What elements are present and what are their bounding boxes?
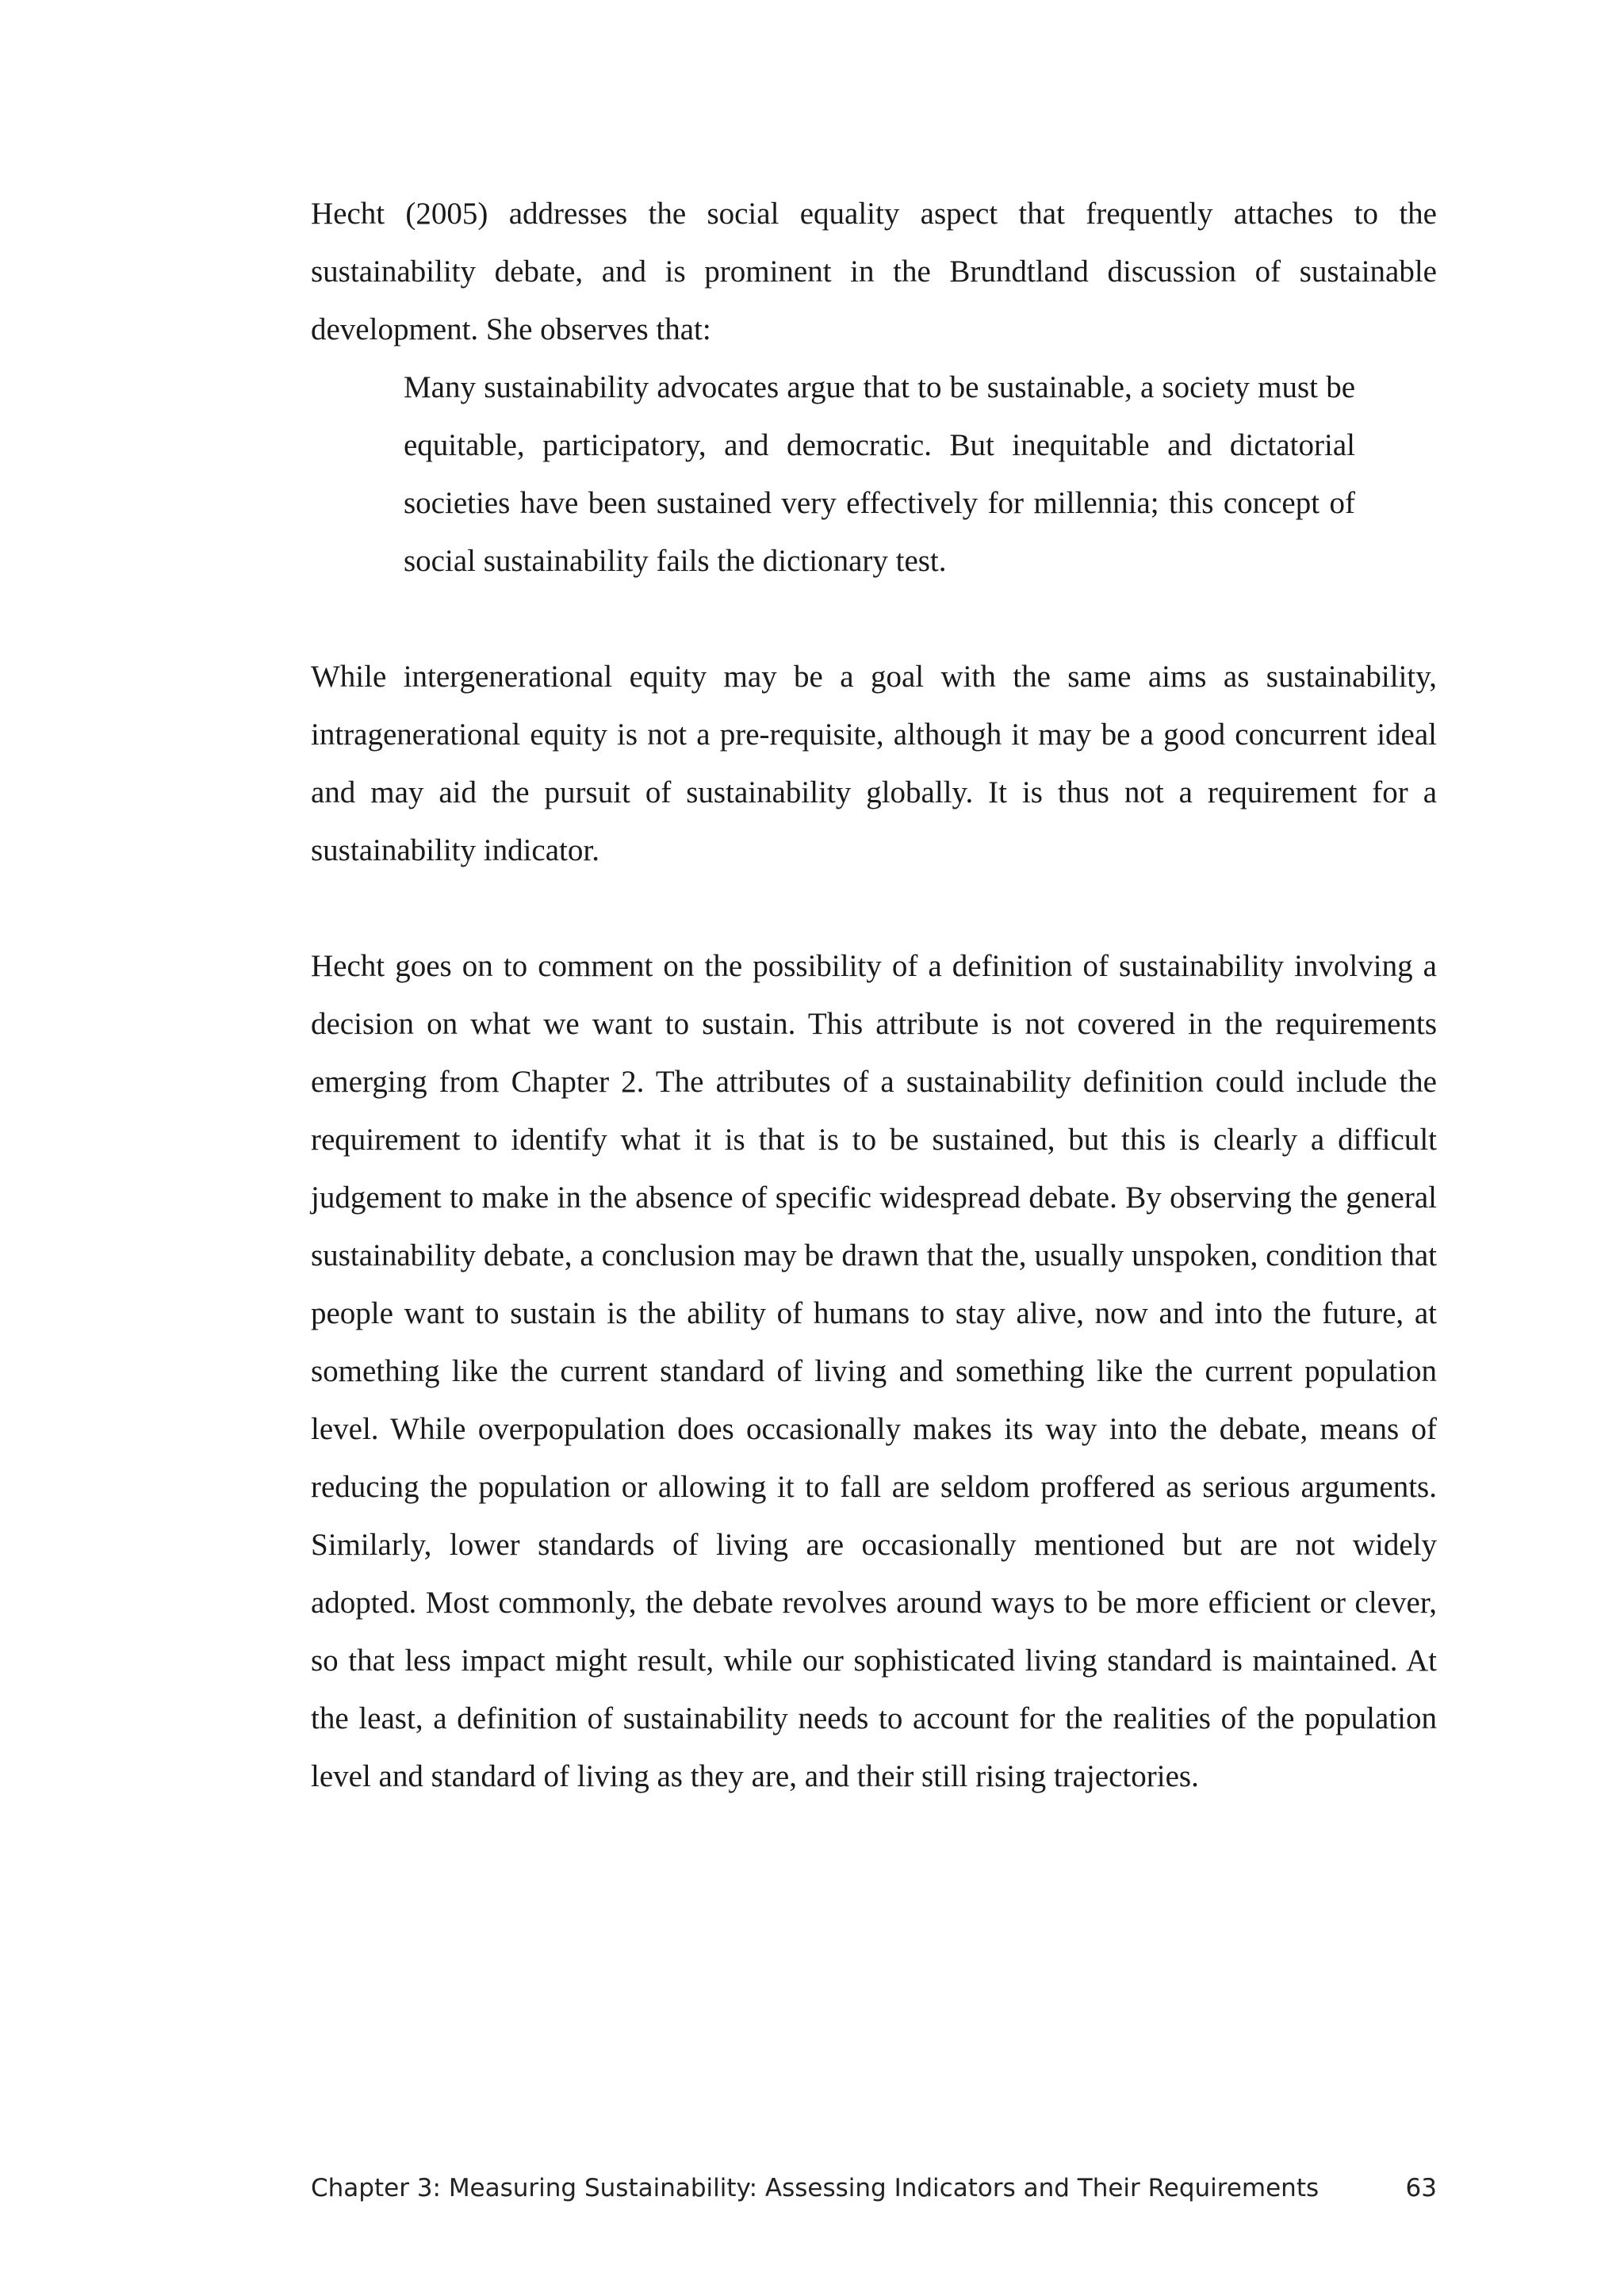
page-number: 63	[1405, 2174, 1437, 2202]
block-quote	[404, 358, 1355, 590]
page-footer	[311, 2168, 1437, 2208]
paragraph-equity: While intergenerational equity may be a goal with the same aims as sustainability, intragenerational equity is not a pre-requisite, although it may be a good concurrent ideal and may aid the pursuit of sustainability globally. It is thus not a requirement for a sustainability indicator.	[311, 660, 1437, 867]
paragraph-definition: Hecht goes on to comment on the possibility of a definition of sustainability involving a decision on what we want to sustain. This attribute is not covered in the requirements emerging from Chapter 2. The attributes of a sustainability definition could include the requirement to identify what it is that is to be sustained, but this is clearly a difficult judgement to make in the absence of specific widespread debate. By observing the general sustainability debate, a conclusion may be drawn that the, usually unspoken, condition that people want to sustain is the ability of humans to stay alive, now and into the future, at something like the current standard of living and something like the current population level. While overpopulation does occasionally makes its way into the debate, means of reducing the population or allowing it to fall are seldom proffered as serious arguments. Similarly, lower standards of living are occasionally mentioned but are not widely adopted. Most commonly, the debate revolves around ways to be more efficient or clever, so that less impact might result, while our sophisticated living standard is maintained. At the least, a definition of sustainability needs to account for the realities of the population level and standard of living as they are, and their still rising trajectories.	[311, 949, 1437, 1793]
footer-chapter-title: Chapter 3: Measuring Sustainability: Assessing Indicators and Their Requirements	[311, 2174, 1320, 2202]
paragraph-intro: Hecht (2005) addresses the social equality aspect that frequently attaches to the sustainability debate, and is prominent in the Brundtland discussion of sustainable development. She observes that:	[311, 197, 1437, 346]
body-text	[311, 185, 1437, 1805]
quote-text: Many sustainability advocates argue that to be sustainable, a society must be equitable, participatory, and democratic. But inequitable and dictatorial societies have been sustained very effectively for millennia; this concept of social sustainability fails the dictionary test.	[404, 370, 1355, 578]
